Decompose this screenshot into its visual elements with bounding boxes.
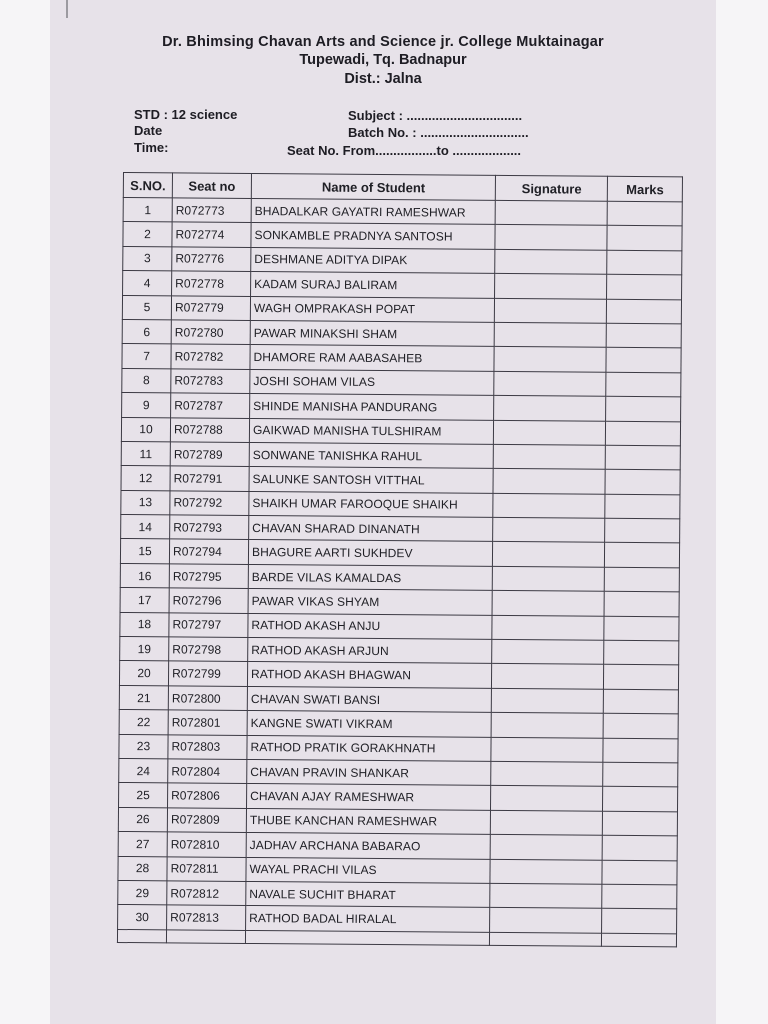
row-student-name: SHAIKH UMAR FAROOQUE SHAIKH (249, 491, 493, 517)
blank-cell (490, 932, 602, 946)
row-marks-cell (606, 421, 681, 446)
college-address: Tupewadi, Tq. Badnapur (299, 52, 467, 68)
row-student-name: KADAM SURAJ BALIRAM (251, 272, 495, 298)
row-marks-cell (602, 860, 677, 885)
row-marks-cell (602, 909, 677, 934)
row-student-name: RATHOD AKASH ANJU (248, 613, 492, 639)
row-marks-cell (603, 787, 678, 812)
row-marks-cell (603, 811, 678, 836)
row-signature-cell (490, 908, 602, 933)
row-sno: 5 (122, 295, 171, 320)
row-student-name: GAIKWAD MANISHA TULSHIRAM (249, 418, 493, 444)
row-seat-no: R072798 (169, 637, 248, 662)
subject-label: Subject : ................................ (348, 108, 523, 123)
row-student-name: THUBE KANCHAN RAMESHWAR (246, 808, 490, 834)
row-signature-cell (492, 591, 604, 616)
blank-cell (167, 930, 246, 944)
row-sno: 10 (121, 417, 170, 442)
row-marks-cell (603, 713, 678, 738)
row-signature-cell (495, 249, 607, 274)
row-sno: 20 (119, 661, 168, 686)
row-student-name: PAWAR MINAKSHI SHAM (250, 320, 494, 346)
row-marks-cell (605, 567, 680, 592)
row-marks-cell (606, 348, 681, 373)
time-label: Time: (134, 140, 169, 155)
row-seat-no: R072803 (168, 734, 247, 759)
batch-label: Batch No. : .............................. (348, 125, 529, 140)
student-table-wrapper (117, 172, 683, 947)
date-label: Date (134, 123, 163, 138)
row-student-name: SONWANE TANISHKA RAHUL (249, 442, 493, 468)
row-sno: 26 (118, 807, 167, 832)
row-sno: 21 (119, 685, 168, 710)
row-student-name: BHAGURE AARTI SUKHDEV (248, 540, 492, 566)
blank-cell (602, 933, 677, 947)
row-student-name: SONKAMBLE PRADNYA SANTOSH (251, 223, 495, 249)
row-marks-cell (604, 640, 679, 665)
row-signature-cell (492, 639, 604, 664)
row-seat-no: R072810 (167, 832, 246, 857)
row-sno: 29 (118, 880, 167, 905)
row-student-name: SHINDE MANISHA PANDURANG (250, 394, 494, 420)
row-student-name: CHAVAN SWATI BANSI (247, 686, 491, 712)
row-sno: 14 (121, 515, 170, 540)
row-student-name: CHAVAN AJAY RAMESHWAR (247, 784, 491, 810)
header-student-name: Name of Student (251, 174, 495, 201)
row-seat-no: R072812 (167, 881, 246, 906)
row-seat-no: R072788 (170, 417, 249, 442)
row-signature-cell (493, 517, 605, 542)
row-sno: 23 (119, 734, 168, 759)
row-marks-cell (602, 884, 677, 909)
row-marks-cell (605, 518, 680, 543)
row-signature-cell (491, 761, 603, 786)
row-signature-cell (495, 225, 607, 250)
row-sno: 12 (121, 466, 170, 491)
header-marks: Marks (608, 176, 683, 202)
row-sno: 7 (122, 344, 171, 369)
row-sno: 9 (122, 393, 171, 418)
row-signature-cell (491, 810, 603, 835)
row-marks-cell (604, 616, 679, 641)
row-student-name: CHAVAN SHARAD DINANATH (249, 516, 493, 542)
college-district: Dist.: Jalna (344, 71, 422, 87)
row-seat-no: R072800 (168, 686, 247, 711)
row-sno: 13 (121, 490, 170, 515)
row-seat-no: R072809 (167, 808, 246, 833)
row-sno: 15 (120, 539, 169, 564)
row-student-name: NAVALE SUCHIT BHARAT (246, 881, 490, 907)
row-seat-no: R072799 (169, 661, 248, 686)
row-sno: 17 (120, 588, 169, 613)
row-sno: 27 (118, 832, 167, 857)
row-marks-cell (603, 738, 678, 763)
row-marks-cell (606, 323, 681, 348)
row-sno: 6 (122, 319, 171, 344)
row-marks-cell (602, 835, 677, 860)
row-seat-no: R072811 (167, 856, 246, 881)
row-seat-no: R072791 (170, 466, 249, 491)
row-marks-cell (607, 299, 682, 324)
row-seat-no: R072796 (169, 588, 248, 613)
row-signature-cell (494, 371, 606, 396)
paper-fold-mark (66, 0, 68, 18)
row-marks-cell (607, 226, 682, 251)
row-signature-cell (494, 322, 606, 347)
row-student-name: JOSHI SOHAM VILAS (250, 369, 494, 395)
row-seat-no: R072787 (171, 393, 250, 418)
background-right (716, 0, 768, 1024)
row-signature-cell (492, 664, 604, 689)
row-marks-cell (605, 543, 680, 568)
row-seat-no: R072793 (170, 515, 249, 540)
row-seat-no: R072774 (172, 222, 251, 247)
row-sno: 16 (120, 563, 169, 588)
row-student-name: DESHMANE ADITYA DIPAK (251, 247, 495, 273)
row-sno: 30 (118, 905, 167, 930)
row-marks-cell (607, 201, 682, 226)
row-sno: 22 (119, 710, 168, 735)
row-signature-cell (490, 835, 602, 860)
row-student-name: KANGNE SWATI VIKRAM (247, 711, 491, 737)
row-signature-cell (494, 420, 606, 445)
header-sno: S.NO. (123, 173, 172, 198)
row-student-name: JADHAV ARCHANA BABARAO (246, 833, 490, 859)
row-student-name: RATHOD BADAL HIRALAL (246, 906, 490, 932)
row-signature-cell (491, 713, 603, 738)
row-marks-cell (604, 665, 679, 690)
std-label: STD : 12 science (134, 107, 238, 122)
row-seat-no: R072801 (168, 710, 247, 735)
row-signature-cell (493, 542, 605, 567)
college-name: Dr. Bhimsing Chavan Arts and Science jr. College Muktainagar (162, 34, 604, 50)
header-signature: Signature (496, 175, 608, 201)
row-student-name: WAGH OMPRAKASH POPAT (250, 296, 494, 322)
row-seat-no: R072773 (172, 198, 251, 223)
row-sno: 19 (120, 637, 169, 662)
row-signature-cell (491, 737, 603, 762)
row-student-name: PAWAR VIKAS SHYAM (248, 589, 492, 615)
blank-cell (245, 930, 489, 945)
row-marks-cell (604, 689, 679, 714)
row-signature-cell (493, 469, 605, 494)
row-student-name: RATHOD AKASH ARJUN (248, 638, 492, 664)
row-seat-no: R072778 (172, 271, 251, 296)
row-sno: 25 (119, 783, 168, 808)
row-signature-cell (493, 444, 605, 469)
row-sno: 18 (120, 612, 169, 637)
row-signature-cell (494, 396, 606, 421)
row-marks-cell (604, 592, 679, 617)
row-marks-cell (605, 494, 680, 519)
row-signature-cell (491, 786, 603, 811)
row-signature-cell (492, 615, 604, 640)
row-marks-cell (607, 274, 682, 299)
row-seat-no: R072780 (171, 320, 250, 345)
row-student-name: BARDE VILAS KAMALDAS (248, 564, 492, 590)
row-sno: 3 (123, 246, 172, 271)
row-sno: 4 (123, 271, 172, 296)
row-student-name: SALUNKE SANTOSH VITTHAL (249, 467, 493, 493)
row-student-name: RATHOD AKASH BHAGWAN (247, 662, 491, 688)
row-student-name: RATHOD PRATIK GORAKHNATH (247, 735, 491, 761)
student-table (117, 172, 683, 947)
row-signature-cell (490, 859, 602, 884)
row-sno: 2 (123, 222, 172, 247)
row-sno: 28 (118, 856, 167, 881)
row-seat-no: R072779 (171, 295, 250, 320)
row-seat-no: R072806 (168, 783, 247, 808)
row-seat-no: R072813 (167, 905, 246, 930)
row-seat-no: R072792 (170, 491, 249, 516)
row-student-name: WAYAL PRACHI VILAS (246, 857, 490, 883)
row-marks-cell (605, 445, 680, 470)
attendance-sheet (50, 0, 716, 1024)
row-seat-no: R072789 (170, 442, 249, 467)
row-student-name: DHAMORE RAM AABASAHEB (250, 345, 494, 371)
row-signature-cell (490, 883, 602, 908)
row-seat-no: R072797 (169, 613, 248, 638)
row-sno: 24 (119, 758, 168, 783)
row-marks-cell (606, 396, 681, 421)
row-sno: 11 (121, 441, 170, 466)
row-signature-cell (492, 688, 604, 713)
row-marks-cell (605, 470, 680, 495)
row-seat-no: R072795 (169, 564, 248, 589)
row-signature-cell (495, 200, 607, 225)
row-marks-cell (603, 762, 678, 787)
row-sno: 1 (123, 198, 172, 223)
row-marks-cell (607, 250, 682, 275)
row-signature-cell (495, 298, 607, 323)
row-signature-cell (494, 347, 606, 372)
row-signature-cell (495, 274, 607, 299)
row-marks-cell (606, 372, 681, 397)
row-student-name: CHAVAN PRAVIN SHANKAR (247, 759, 491, 785)
row-student-name: BHADALKAR GAYATRI RAMESHWAR (251, 199, 495, 225)
row-sno: 8 (122, 368, 171, 393)
row-seat-no: R072776 (172, 247, 251, 272)
background-left (0, 0, 50, 1024)
row-seat-no: R072794 (169, 539, 248, 564)
row-seat-no: R072783 (171, 369, 250, 394)
header-seat-no: Seat no (172, 173, 251, 199)
row-seat-no: R072804 (168, 759, 247, 784)
row-signature-cell (493, 493, 605, 518)
row-seat-no: R072782 (171, 344, 250, 369)
seat-range-label: Seat No. From.................to ................... (287, 143, 522, 158)
row-signature-cell (493, 566, 605, 591)
blank-cell (117, 929, 166, 942)
